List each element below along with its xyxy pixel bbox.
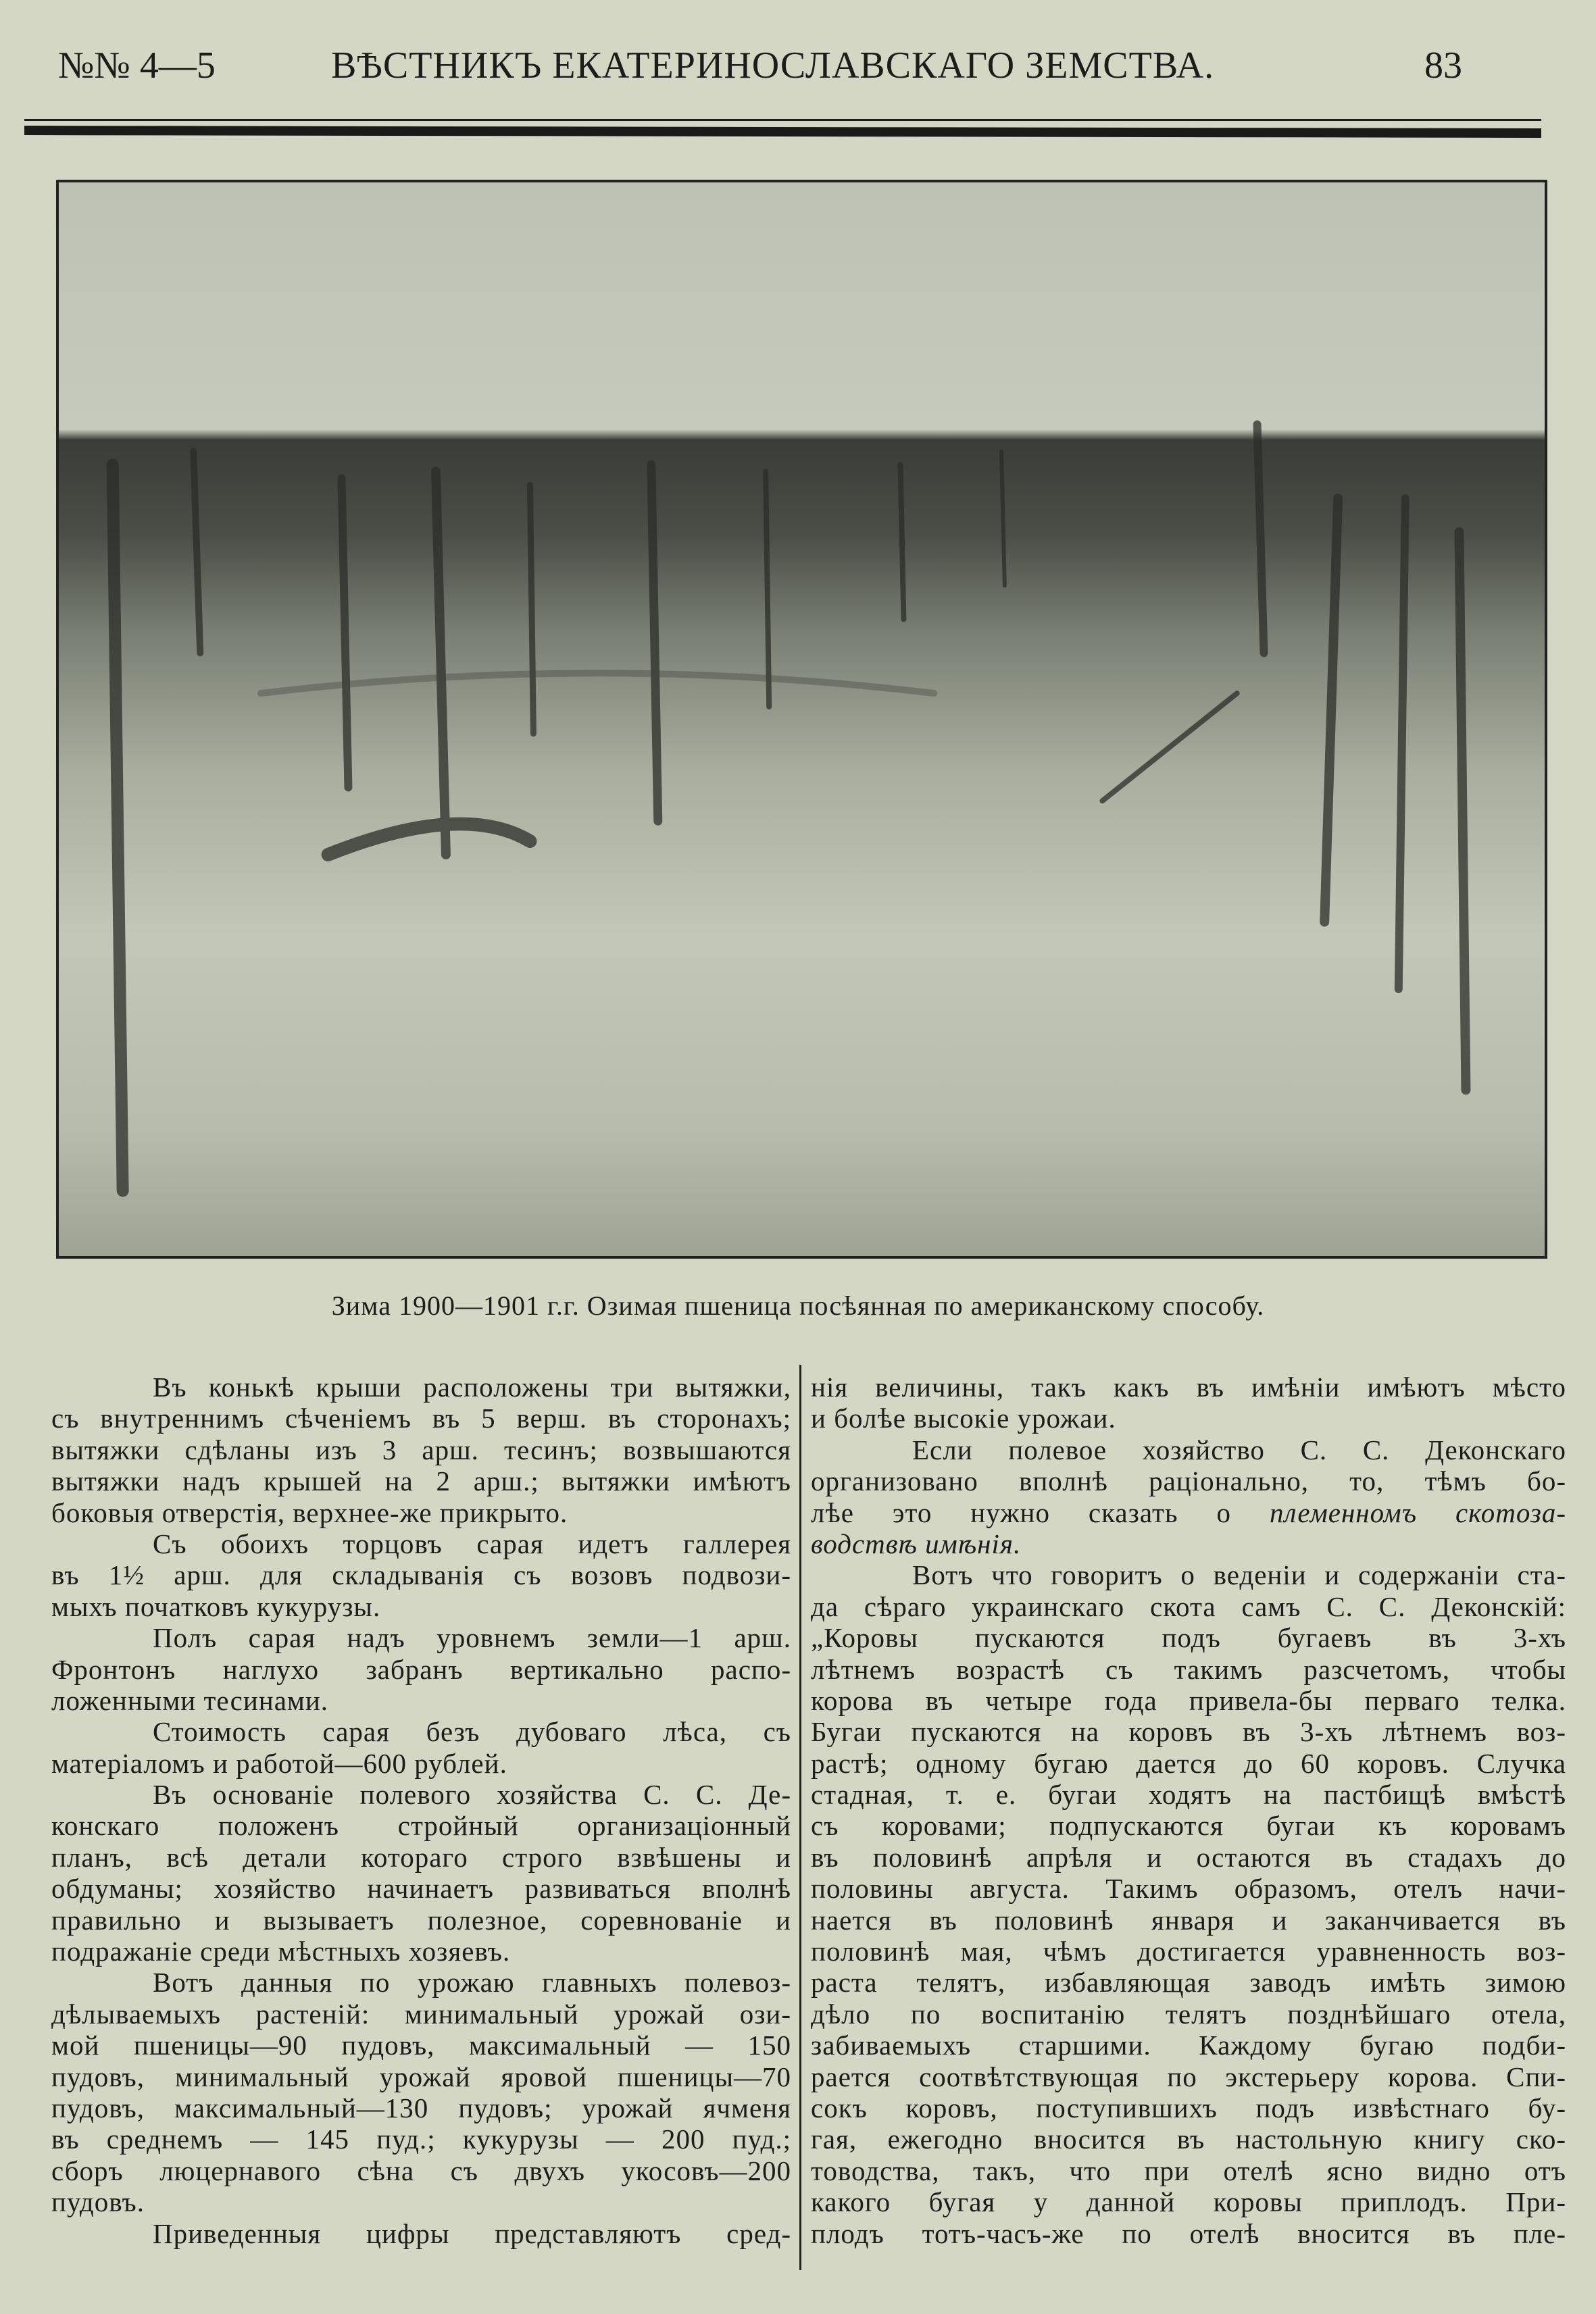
paragraph [811, 1372, 1566, 1434]
text-line: дѣлываемыхъ растеній: минимальный урожай ози- [51, 1998, 791, 2030]
text-line: сокъ коровъ, поступившихъ подъ извѣстнаго бу- [811, 2092, 1566, 2123]
text-line: половины августа. Такимъ образомъ, отелъ начи- [811, 1873, 1566, 1905]
text-line: дѣло по воспитанію телятъ позднѣйшаго отела, [811, 1998, 1566, 2030]
left-column [51, 1372, 791, 2249]
column-divider [799, 1365, 801, 2270]
text-line: сборъ люцернавого сѣна съ двухъ укосовъ—200 [51, 2155, 791, 2186]
journal-title: ВѢСТНИКЪ ЕКАТЕРИНОСЛАВСКАГО ЗЕМСТВА. [331, 45, 1215, 86]
text-line: ложенными тесинами. [51, 1684, 329, 1716]
text-line: мой пшеницы—90 пудовъ, максимальный — 150 [51, 2030, 791, 2061]
header-rule [24, 126, 1541, 138]
text-line: организовано вполнѣ раціонально, то, тѣмъ бо- [811, 1465, 1566, 1497]
text-line: подражаніе среди мѣстныхъ хозяевъ. [51, 1936, 511, 1967]
text-line: въ среднемъ — 145 пуд.; кукурузы — 200 пуд.; [51, 2123, 791, 2155]
text-line: правильно и вызываетъ полезное, соревнованіе и [51, 1904, 791, 1936]
paragraph [51, 2218, 791, 2249]
text-line: вытяжки сдѣланы изъ 3 арш. тесинъ; возвышаются [51, 1434, 791, 1465]
text-line: стадная, т. е. бугаи ходятъ на пастбищѣ вмѣстѣ [811, 1779, 1566, 1811]
text-line: мыхъ початковъ кукурузы. [51, 1590, 381, 1622]
text-line: боковыя отверстія, верхнее-же прикрыто. [51, 1496, 568, 1528]
text-line: лѣе это нужно сказать о племенномъ скотоза- [811, 1496, 1566, 1528]
text-line: Бугаи пускаются на коровъ въ 3-хъ лѣтнемъ воз- [811, 1716, 1566, 1748]
paragraph [51, 1528, 791, 1622]
text-line: растѣ; одному бугаю дается до 60 коровъ. Случка [811, 1747, 1566, 1779]
text-line [811, 1528, 1566, 1559]
paragraph [51, 1372, 791, 1528]
text-line: и болѣе высокіе урожаи. [811, 1403, 1116, 1434]
text-line: матеріаломъ и работой—600 рублей. [51, 1747, 507, 1779]
photo-caption: Зима 1900—1901 г.г. Озимая пшеница посѣянная по американскому способу. [331, 1290, 1265, 1321]
text-line: да сѣраго украинскаго скота самъ С. С. Деконскій: [811, 1590, 1566, 1622]
paragraph [811, 1559, 1566, 2249]
text-line: въ половинѣ апрѣля и остаются въ стадахъ до [811, 1841, 1566, 1873]
text-line: плодъ тотъ-часъ-же по отелѣ вносится въ пле- [811, 2217, 1566, 2249]
text-line: Фронтонъ наглухо забранъ вертикально распо- [51, 1653, 791, 1685]
page-number: 83 [1424, 45, 1462, 86]
text-line: какого бугая у данной коровы приплодъ. При- [811, 2186, 1566, 2218]
text-line: раста телятъ, избавляющая заводъ имѣть зимою [811, 1967, 1566, 1998]
text-line: „Коровы пускаются подъ бугаевъ въ 3-хъ [811, 1622, 1566, 1654]
text-line: товодства, такъ, что при отелѣ ясно видно отъ [811, 2155, 1566, 2186]
paragraph [811, 1434, 1566, 1560]
header-rule-thin [24, 119, 1541, 121]
text-line: гая, ежегодно вносится въ настольную книгу ско- [811, 2123, 1566, 2155]
text-line: лѣтнемъ возрастѣ съ такимъ разсчетомъ, чтобы [811, 1653, 1566, 1685]
text-line: планъ, всѣ детали котораго строго взвѣшены и [51, 1841, 791, 1873]
text-line: съ внутреннимъ сѣченіемъ въ 5 верш. въ сторонахъ; [51, 1403, 791, 1434]
text-line: нается въ половинѣ января и заканчивается въ [811, 1904, 1566, 1936]
text-line: съ коровами; подпускаются бугаи къ коровамъ [811, 1810, 1566, 1842]
paragraph [51, 1622, 791, 1716]
text-line: половинѣ мая, чѣмъ достигается уравненность воз- [811, 1936, 1566, 1967]
emphasized-text: племенномъ скотоза- [1270, 1496, 1566, 1528]
winter-wheat-photograph [56, 180, 1547, 1259]
text-line: Въ конькѣ крыши расположены три вытяжки, [153, 1372, 791, 1403]
text-line: Въ основаніе полевого хозяйства С. С. Де- [153, 1779, 791, 1811]
text-line: конскаго положенъ стройный организаціонный [51, 1810, 791, 1842]
text-line: Приведенныя цифры представляютъ сред- [153, 2217, 791, 2249]
photo-illustration [59, 182, 1545, 1256]
text-line: Стоимость сарая безъ дубоваго лѣса, съ [153, 1716, 791, 1748]
text-line: рается соотвѣтствующая по экстерьеру корова. Спи- [811, 2061, 1566, 2092]
text-line: вытяжки надъ крышей на 2 арш.; вытяжки имѣютъ [51, 1465, 791, 1497]
text-line: Если полевое хозяйство С. С. Деконскаго [912, 1434, 1566, 1465]
text-line: корова въ четыре года привела-бы перваго телка. [811, 1684, 1566, 1716]
text-line: пудовъ, минимальный урожай яровой пшеницы—70 [51, 2061, 791, 2092]
text-line: Вотъ что говоритъ о веденіи и содержаніи ста- [912, 1559, 1566, 1591]
paragraph [51, 1716, 791, 1779]
text-line: Съ обоихъ торцовъ сарая идетъ галлерея [153, 1528, 791, 1559]
text-line: забиваемыхъ старшими. Каждому бугаю подби- [811, 2030, 1566, 2061]
paragraph [51, 1967, 791, 2217]
paragraph [51, 1779, 791, 1967]
emphasized-text: водствѣ имѣнія. [811, 1528, 1022, 1559]
text-line: Полъ сарая надъ уровнемъ земли—1 арш. [153, 1622, 791, 1654]
right-column [811, 1372, 1566, 2249]
text-line: обдуманы; хозяйство начинаетъ развиваться вполнѣ [51, 1873, 791, 1905]
text-line: нія величины, такъ какъ въ имѣніи имѣютъ мѣсто [811, 1372, 1566, 1403]
text-line: Вотъ данныя по урожаю главныхъ полевоз- [153, 1967, 791, 1998]
issue-number: №№ 4—5 [58, 45, 216, 86]
text-line: въ 1½ арш. для складыванія съ возовъ подвози- [51, 1559, 791, 1591]
text-line: пудовъ, максимальный—130 пудовъ; урожай ячменя [51, 2092, 791, 2123]
text-line: пудовъ. [51, 2186, 145, 2218]
